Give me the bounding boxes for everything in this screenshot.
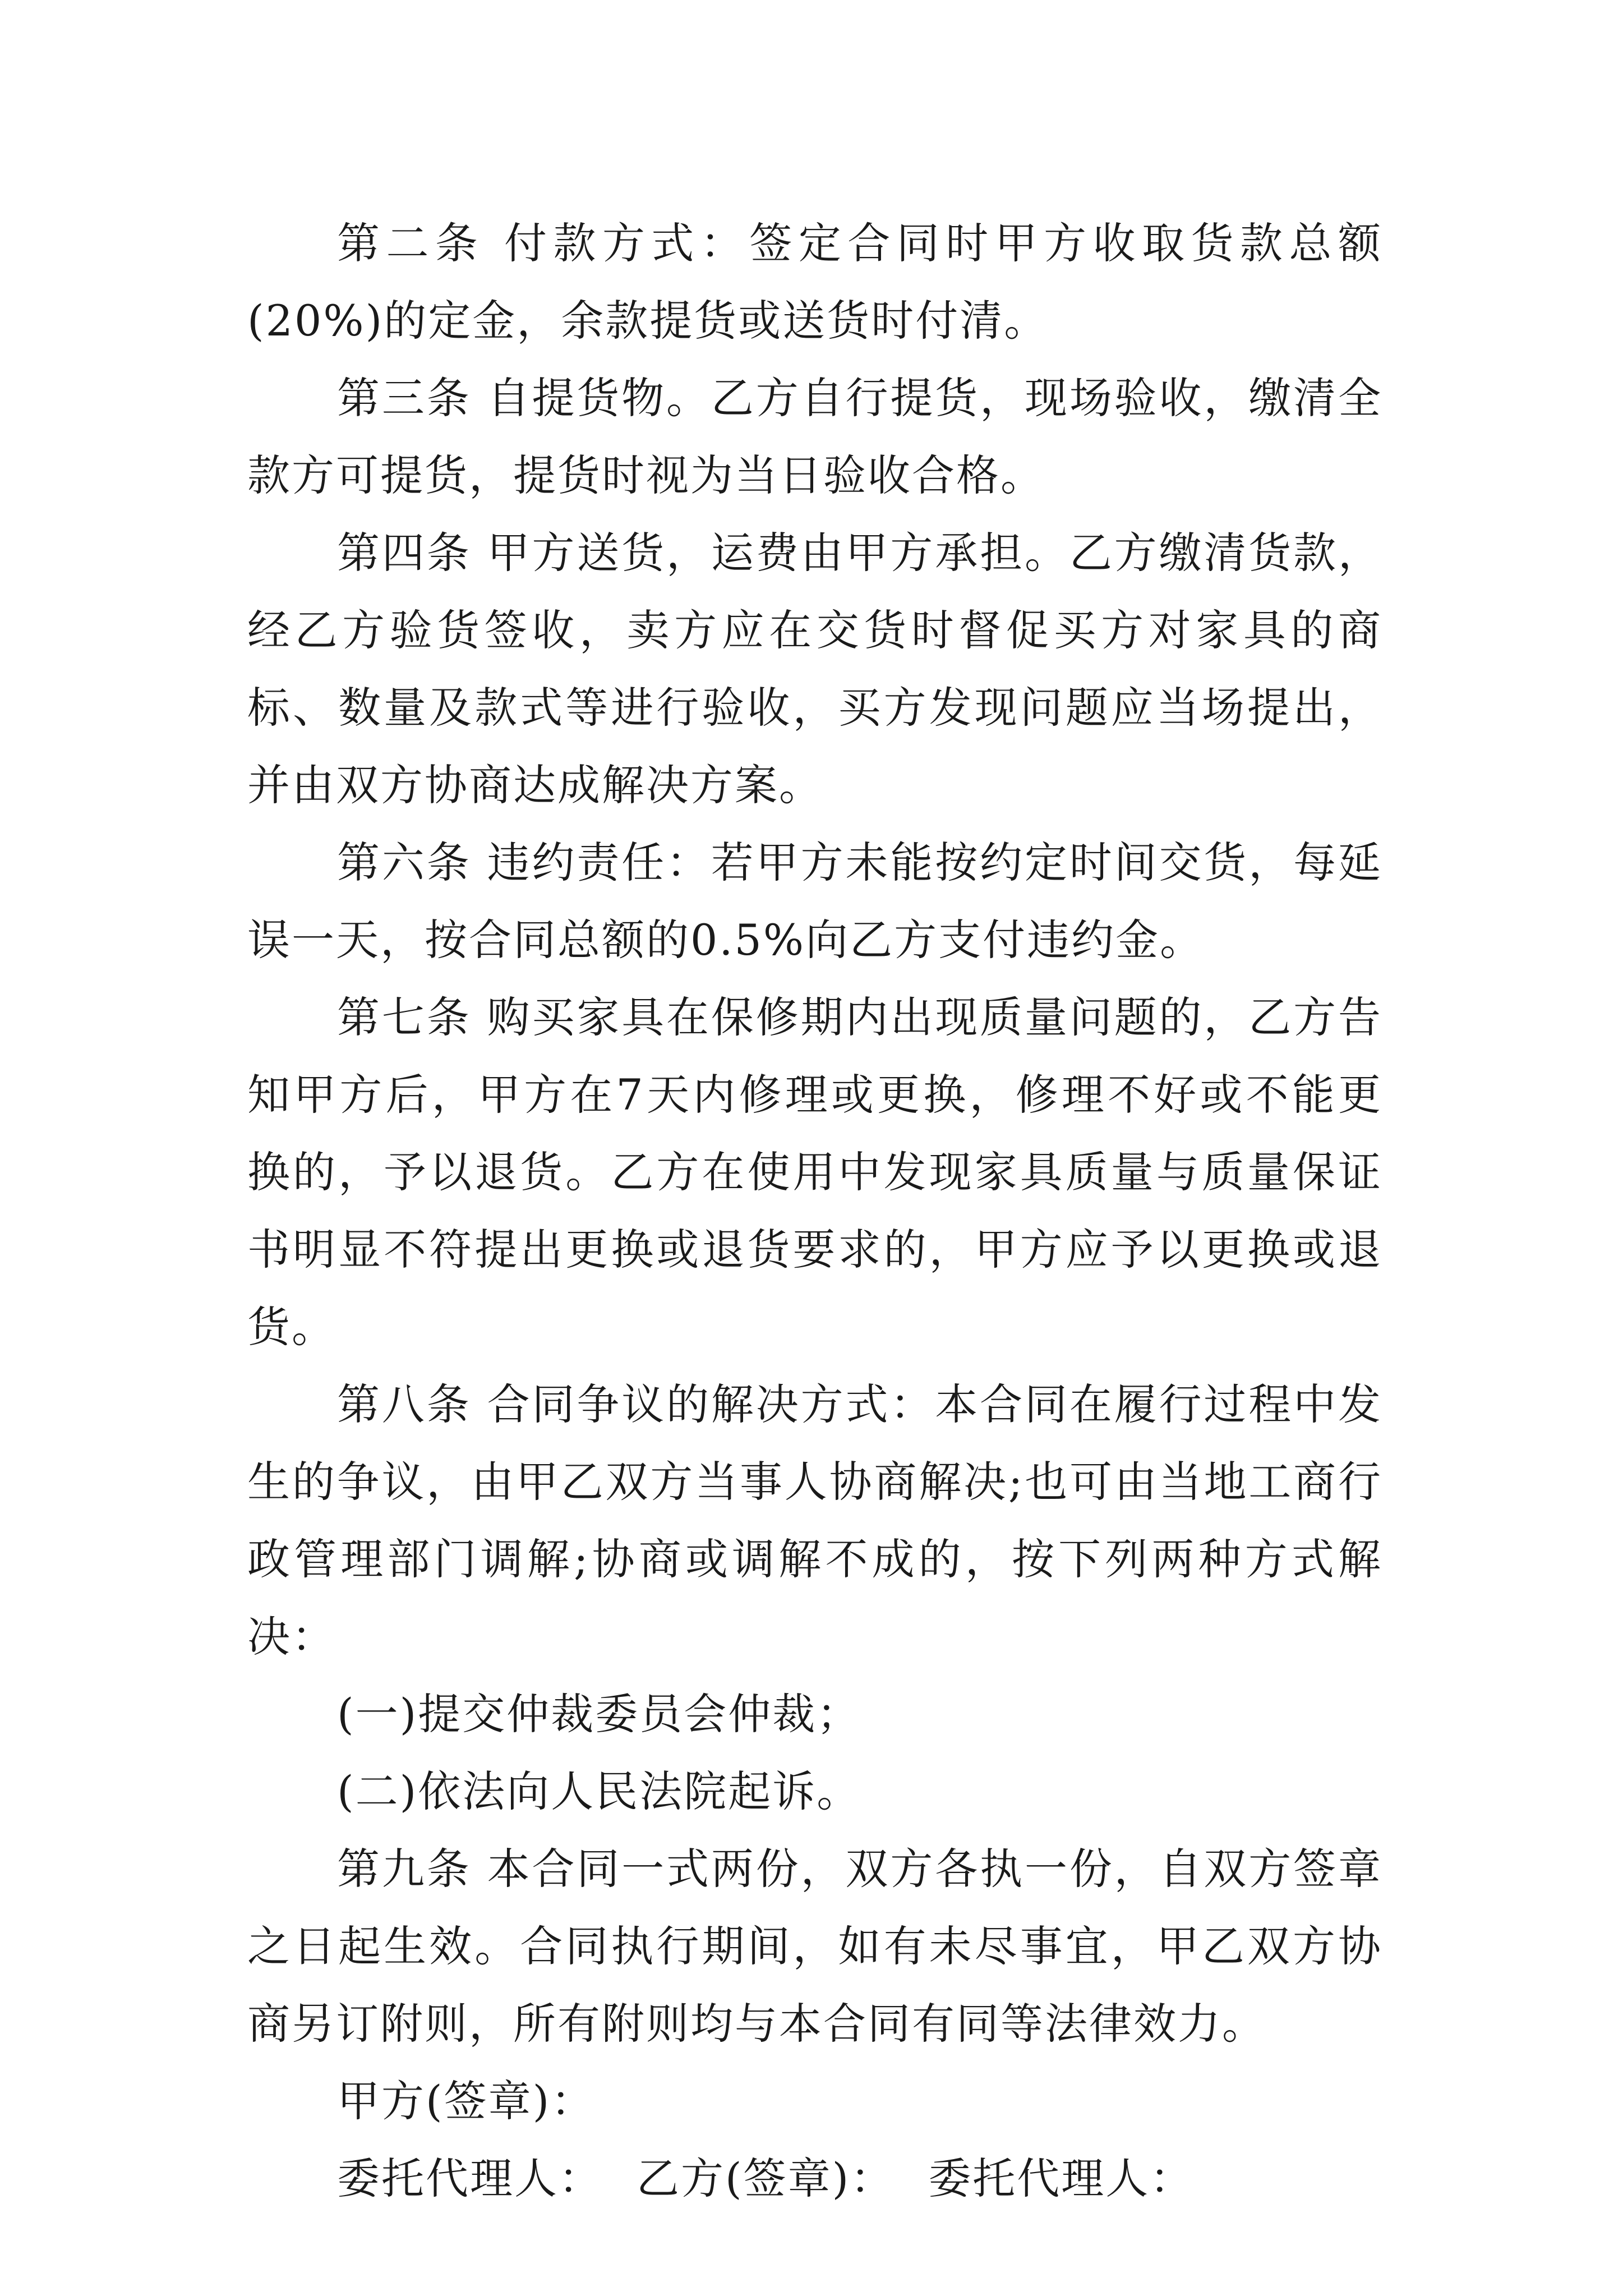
article-7-warranty: 第七条 购买家具在保修期内出现质量问题的，乙方告知甲方后，甲方在7天内修理或更换，修理不好或不能更换的，予以退货。乙方在使用中发现家具质量与质量保证书明显不符提出更换或退货要求的，甲方应予以更换或退货。 [247,992,1382,1352]
article-3-self-pickup: 第三条 自提货物。乙方自行提货，现场验收，缴清全款方可提货，提货时视为当日验收合格。 [247,373,1382,500]
party-a-signature-label: 甲方(签章)： [337,2076,596,2126]
article-8-disputes: 第八条 合同争议的解决方式：本合同在履行过程中发生的争议，由甲乙双方当事人协商解决;也可由当地工商行政管理部门调解;协商或调解不成的，按下列两种方式解决： [247,1379,1382,1662]
contract-body [247,205,1382,2217]
party-b-signature-label: 乙方(签章)： [637,2154,895,2203]
agent-b-label: 委托代理人： [928,2154,1195,2203]
dispute-option-arbitration: (一)提交仲裁委员会仲裁； [337,1689,861,1739]
article-9-effectiveness: 第九条 本合同一式两份，双方各执一份，自双方签章之日起生效。合同执行期间，如有未尽事宜，甲乙双方协商另订附则，所有附则均与本合同有同等法律效力。 [247,1844,1382,2049]
signature-row [247,2140,1382,2217]
dispute-option-court: (二)依法向人民法院起诉。 [337,1766,861,1816]
article-6-liability: 第六条 违约责任：若甲方未能按约定时间交货，每延误一天，按合同总额的0.5%向乙方支付违约金。 [247,838,1382,965]
article-2-payment: 第二条 付款方式：签定合同时甲方收取货款总额(20%)的定金，余款提货或送货时付清。 [247,218,1382,346]
article-4-delivery: 第四条 甲方送货，运费由甲方承担。乙方缴清货款，经乙方验货签收，卖方应在交货时督促买方对家具的商标、数量及款式等进行验收，买方发现问题应当场提出，并由双方协商达成解决方案。 [247,528,1382,810]
agent-a-label: 委托代理人： [337,2154,603,2203]
